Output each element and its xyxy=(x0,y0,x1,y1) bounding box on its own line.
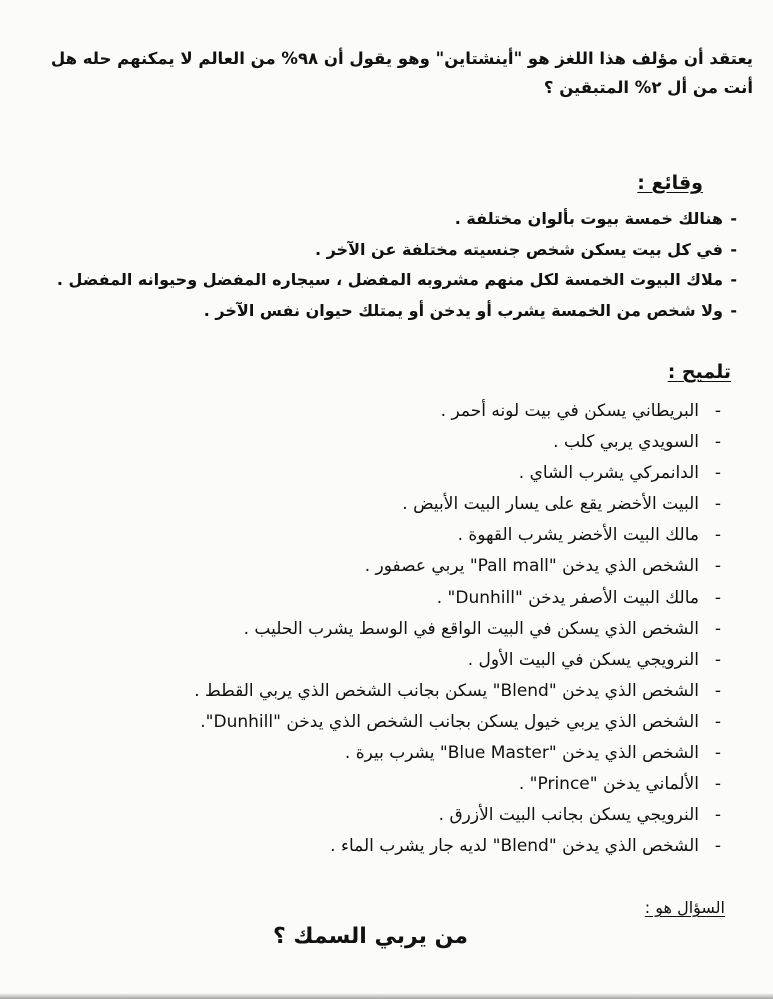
hint-text: السويدي يربي كلب . xyxy=(553,432,699,453)
intro-line-1: يعتقد أن مؤلف هذا اللغز هو "أينشتاين" وهو يقول أن ٩٨% من العالم لا يمكنهم حله هل xyxy=(50,49,753,68)
bullet-dash: - xyxy=(714,432,721,453)
hint-item xyxy=(81,707,721,738)
scan-edge-shadow xyxy=(0,993,773,999)
fact-item xyxy=(0,296,737,327)
hint-text: الشخص الذي يدخن "Blue Master" يشرب بيرة . xyxy=(344,743,699,764)
facts-heading: وقائع : xyxy=(637,172,703,194)
fact-text: ولا شخص من الخمسة يشرب أو يدخن أو يمتلك حيوان نفس الآخر . xyxy=(203,300,723,320)
bullet-dash: - xyxy=(714,711,721,732)
bullet-dash: - xyxy=(714,525,721,546)
intro-line-2: أنت من أل ٢% المتبقين ؟ xyxy=(543,78,753,97)
hints-heading: تلميح : xyxy=(667,361,731,383)
bullet-dash: - xyxy=(714,649,721,670)
hint-item xyxy=(81,427,721,458)
fact-item xyxy=(0,204,737,235)
fact-item xyxy=(0,265,737,296)
facts-list xyxy=(0,204,737,326)
intro-paragraph xyxy=(13,44,753,102)
hint-item xyxy=(81,676,721,707)
hint-text: النرويجي يسكن في البيت الأول . xyxy=(467,649,699,670)
fact-text: في كل بيت يسكن شخص جنسيته مختلفة عن الآخر . xyxy=(314,239,723,259)
question-heading: السؤال هو : xyxy=(644,898,725,917)
fact-text: ملاك البيوت الخمسة لكل منهم مشروبه المفضل ، سيجاره المفضل وحيوانه المفضل . xyxy=(56,270,723,289)
bullet-dash: - xyxy=(714,774,721,795)
bullet-dash: - xyxy=(714,618,721,639)
bullet-dash: - xyxy=(714,494,721,515)
bullet-dash: - xyxy=(730,239,737,259)
hint-item xyxy=(81,520,721,551)
hint-text: البريطاني يسكن في بيت لونه أحمر . xyxy=(440,401,699,421)
hint-text: الدانمركي يشرب الشاي . xyxy=(518,463,699,484)
hint-text: الشخص الذي يربي خيول يسكن بجانب الشخص الذي يدخن "Dunhill". xyxy=(200,711,699,732)
hint-item xyxy=(81,551,721,582)
hint-item xyxy=(81,831,721,862)
hint-item xyxy=(81,614,721,645)
bullet-dash: - xyxy=(714,743,721,764)
hint-text: الشخص الذي يسكن في البيت الواقع في الوسط يشرب الحليب . xyxy=(243,618,699,639)
fact-item xyxy=(0,235,737,266)
bullet-dash: - xyxy=(714,556,721,577)
bullet-dash: - xyxy=(714,805,721,826)
hint-item xyxy=(81,645,721,676)
bullet-dash: - xyxy=(730,300,737,320)
hint-item xyxy=(81,489,721,520)
hint-text: البيت الأخضر يقع على يسار البيت الأبيض . xyxy=(402,494,699,515)
bullet-dash: - xyxy=(714,836,721,857)
hint-item xyxy=(81,458,721,489)
hint-text: مالك البيت الأصفر يدخن "Dunhill" . xyxy=(436,587,699,608)
hint-item xyxy=(81,396,721,427)
hint-item xyxy=(81,800,721,831)
final-question: من يربي السمك ؟ xyxy=(272,924,468,949)
hints-list xyxy=(81,396,721,862)
hint-text: الألماني يدخن "Prince" . xyxy=(518,774,699,795)
bullet-dash: - xyxy=(714,401,721,421)
hint-text: مالك البيت الأخضر يشرب القهوة . xyxy=(457,525,699,546)
bullet-dash: - xyxy=(714,680,721,701)
hint-text: الشخص الذي يدخن "Pall mall" يربي عصفور . xyxy=(364,556,699,577)
hint-item xyxy=(81,738,721,769)
fact-text: هنالك خمسة بيوت بألوان مختلفة . xyxy=(454,209,723,228)
bullet-dash: - xyxy=(730,270,737,289)
hint-text: الشخص الذي يدخن "Blend" يسكن بجانب الشخص الذي يربي القطط . xyxy=(194,680,699,701)
hint-item xyxy=(81,583,721,614)
bullet-dash: - xyxy=(714,587,721,608)
bullet-dash: - xyxy=(714,463,721,484)
hint-item xyxy=(81,769,721,800)
hint-text: النرويجي يسكن بجانب البيت الأزرق . xyxy=(438,805,699,826)
hint-text: الشخص الذي يدخن "Blend" لديه جار يشرب الماء . xyxy=(330,836,699,857)
bullet-dash: - xyxy=(730,209,737,228)
